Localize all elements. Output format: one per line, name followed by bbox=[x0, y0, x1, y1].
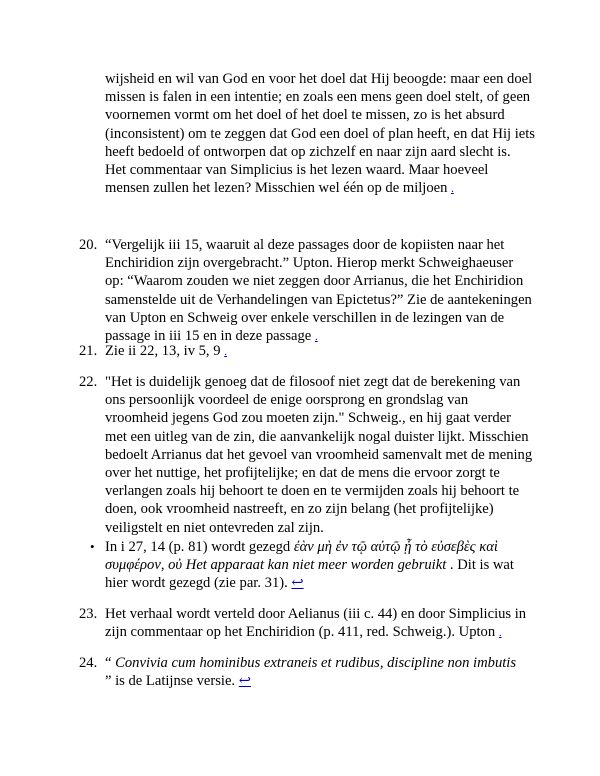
bullet-post-text: . Dit is wat hier wordt gezegd (zie par. 31). bbox=[105, 557, 514, 592]
open-quote: “ bbox=[105, 655, 112, 671]
note-22-paragraph bbox=[105, 373, 535, 537]
continued-note-text: wijsheid en wil van God en voor het doel dat Hij beoogde: maar een doel missen is falen in een intentie; en zoals een mens geen doel stelt, of geen voornemen vormt om het doel of het doel te missen, zo is het absurd (inconsistent) om te zeggen dat God een doel of plan heeft, en dat Hij iets heeft bedoeld of ontworpen dat op zichzelf en naar zijn aard slecht is. Het commentaar van Simplicius is het lezen waard. Maar hoeveel mensen zullen het lezen? Misschien wel één op de miljoen bbox=[105, 71, 535, 197]
note-24-text: ” is de Latijnse versie. bbox=[105, 673, 236, 690]
bullet-italic-text: Het apparaat kan niet meer worden gebruikt bbox=[185, 557, 447, 574]
note-21-paragraph bbox=[105, 342, 535, 361]
note-22-text: "Het is duidelijk genoeg dat de filosoof niet zegt dat de berekening van ons persoonlijk voordeel de enige oorsprong en grondslag van vroomheid jegens God zou moeten zijn." Schweig., en hij gaat verder met een uitleg van de zin, die aanvankelijk nogal duister lijkt. Misschien bedoelt Arrianus dat het gevoel van vroomheid samenvalt met de mening over het nuttige, het profijtelijke; en dat de mens die ervoor zorgt te verlangen zoals hij behoort te doen en te vermijden zoals hij behoort te doen, ook vroomheid nastreeft, en zo zijn belang (het profijtelijke) veiligstelt en niet ontevreden zal zijn. bbox=[105, 374, 533, 536]
footnote-link[interactable]: . bbox=[451, 183, 454, 196]
note-20-paragraph bbox=[105, 236, 535, 346]
back-link[interactable]: ↩ bbox=[238, 673, 251, 690]
note-24-paragraph bbox=[105, 654, 535, 690]
continued-note-paragraph bbox=[105, 70, 535, 198]
footnote-link[interactable]: . bbox=[498, 627, 502, 640]
note-number-22: 22. bbox=[79, 374, 98, 390]
note-number-23: 23. bbox=[79, 606, 98, 622]
footnote-link[interactable]: . bbox=[314, 331, 318, 344]
note-23-paragraph bbox=[105, 605, 535, 642]
note-number-20: 20. bbox=[79, 237, 98, 253]
note-number-24: 24. bbox=[79, 655, 98, 671]
back-link[interactable]: ↩ bbox=[291, 575, 304, 592]
latin-quote: Convivia cum hominibus extraneis et rudibus, discipline non imbutis bbox=[115, 655, 517, 671]
bullet-pre-text: In i 27, 14 (p. 81) wordt gezegd bbox=[105, 539, 291, 555]
note-20-text: “Vergelijk iii 15, waaruit al deze passages door de kopiisten naar het Enchiridion zijn overgebracht.” Upton. Hierop merkt Schweighaeuser op: “Waarom zouden we niet zeggen door Arrianus, die het Enchiridion samenstelde uit de Verhandelingen van Epictetus?” Zie de aantekeningen van Upton en Schweig over enkele verschillen in de lezingen van de passage in iii 15 en in deze passage bbox=[105, 237, 532, 345]
footnote-link[interactable]: . bbox=[224, 346, 227, 358]
note-21-text: Zie ii 22, 13, iv 5, 9 bbox=[105, 343, 221, 359]
bullet-paragraph bbox=[105, 538, 535, 593]
bullet-marker: • bbox=[90, 539, 95, 554]
greek-quote: ἐὰν μὴ ἐν τῷ αὐτῷ ᾖ τὸ εὐσεβὲς καὶ συμφέρον, οὐ bbox=[105, 539, 498, 574]
note-23-text: Het verhaal wordt verteld door Aelianus (iii c. 44) en door Simplicius in zijn commentaar op het Enchiridion (p. 411, red. Schweig.). Upton bbox=[105, 606, 527, 641]
note-number-21: 21. bbox=[79, 343, 98, 359]
